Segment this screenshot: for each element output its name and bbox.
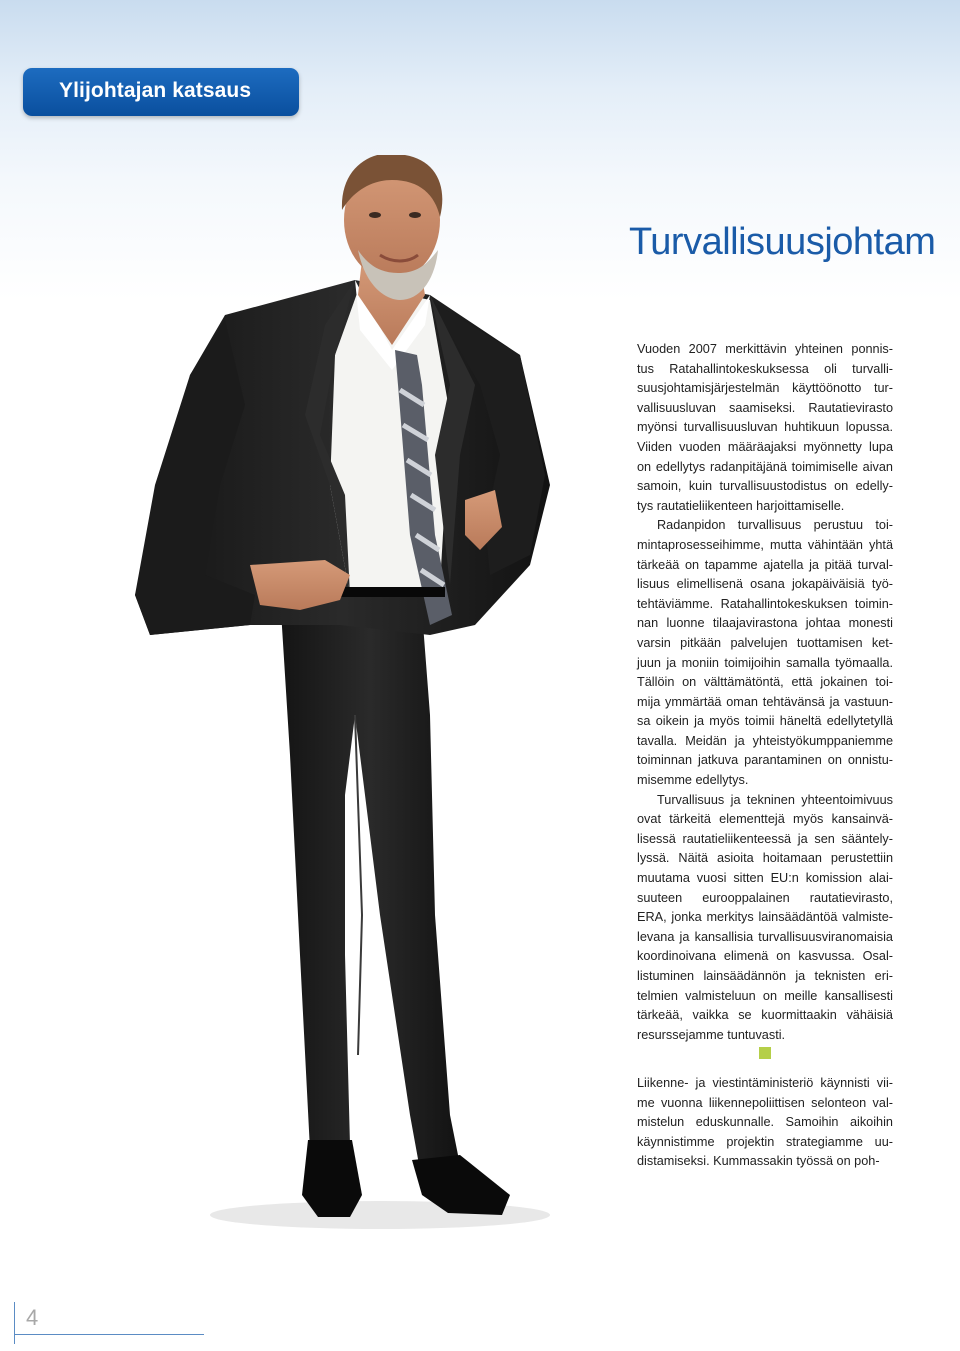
portrait-photo: [130, 155, 570, 1235]
article-body-continued: [637, 1074, 893, 1172]
section-tab: [23, 68, 299, 116]
section-tab-label: Ylijohtajan katsaus: [59, 79, 252, 102]
article-body-column: [637, 340, 893, 1045]
page-rule-vertical: [14, 1302, 15, 1344]
article-paragraph: Radanpidon turvallisuus perustuu toi- mintaprosesseihimme, mutta vähintään yhtä tärkeää on tapamme ajatella ja pitää turval- lisuus elimellisenä osana jokapäiväisiä työ- tehtäviämme. Ratahallintokeskuksen toimin- nan luonne tilaajavirastona johtaa monesti varsin pitkään palvelujen tuottamisen ket- juun ja moniin toimijoihin samalla työmaalla. Tällöin on välttämätöntä, että jokainen toi- mija ymmärtää oman tehtävänsä ja vastuun- sa oikein ja myös toimii häneltä edellytetyllä tavalla. Meidän ja yhteistyökumppaniemme toiminnan jatkuva parantaminen on onnistu- misemme edellytys.: [637, 518, 893, 788]
green-square-icon: [759, 1047, 771, 1059]
page-number: 4: [26, 1305, 39, 1330]
page-rule-horizontal: [14, 1334, 204, 1335]
article-paragraph: Turvallisuus ja tekninen yhteentoimivuus ovat tärkeitä elementtejä myös kansainvä- lisessä rautatieliikenteessä ja sen sääntely- lyssä. Näitä asioita hoitamaan perustettiin muutama vuosi sitten EU:n komission alai- suuteen eurooppalainen rautatievirasto, ERA, jonka merkitys lainsäädäntöä valmiste- levana ja kansallisia turvallisuusviranomaisia koordinoivana elimenä on kasvussa. Osal- listuminen lainsäädännön ja teknisten eri- telmien valmisteluun on meille kansallisesti tärkeää, vaikka se kuormittaakin vähäisiä resurssejamme tuntuvasti.: [637, 792, 893, 1042]
article-paragraph: Liikenne- ja viestintäministeriö käynnisti vii- me vuonna liikennepoliittisen selonteon val- mistelun eduskunnalle. Samoihin aikoihin käynnistimme projektin strategiamme uu- distamiseksi. Kummassakin työssä on poh-: [637, 1076, 893, 1169]
article-paragraph: Vuoden 2007 merkittävin yhteinen ponnis- tus Ratahallintokeskuksessa oli turvalli- suusjohtamisjärjestelmän käyttöönotto tur- vallisuusluvan saamiseksi. Rautatievirasto myönsi turvallisuusluvan huhtikuun lopussa. Viiden vuoden määräajaksi myönnetty lupa on edellytys radanpitäjänä toimimiselle aivan samoin, kuin turvallisuustodistus on edelly- tys rautatieliikenteen harjoittamiselle.: [637, 342, 893, 513]
article-title: Turvallisuusjohtam: [629, 221, 936, 263]
